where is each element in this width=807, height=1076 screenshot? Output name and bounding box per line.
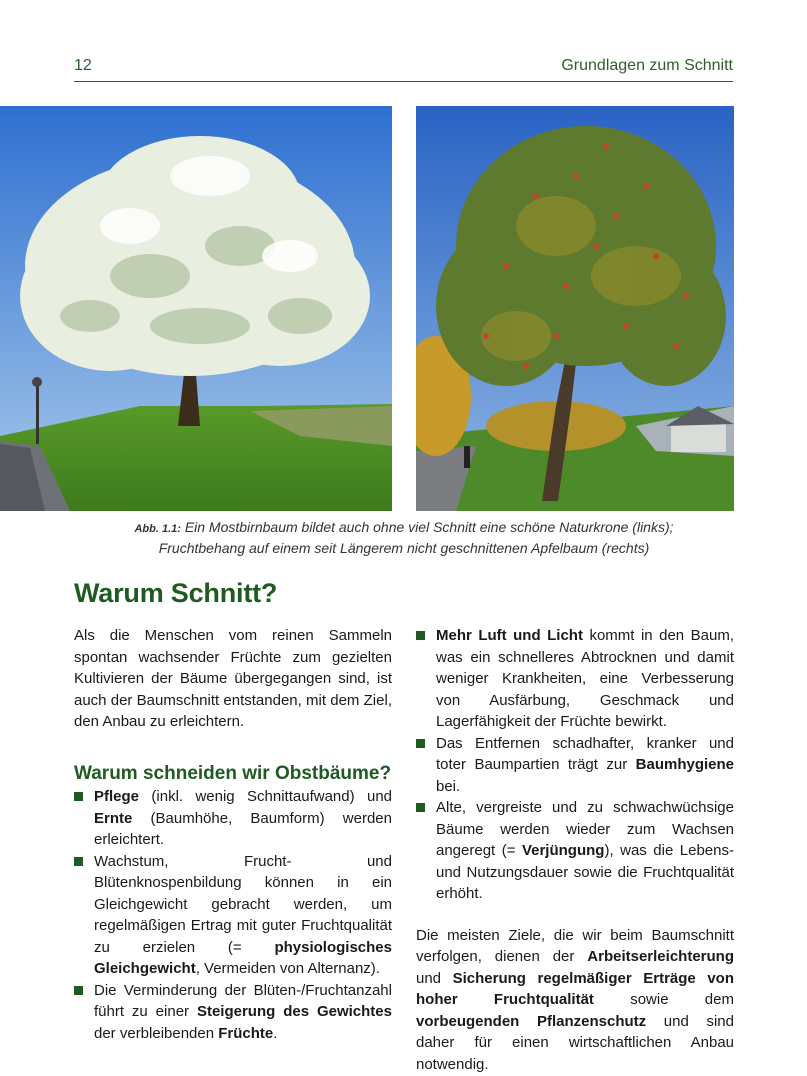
photo-apple-tree (416, 106, 734, 511)
list-item: Das Entfernen schadhafter, kranker und toter Baumpartien trägt zur Baumhygiene bei. (416, 733, 734, 798)
left-column (74, 625, 392, 1044)
list-item: Mehr Luft und Licht kommt in den Baum, was ein schnelleres Abtrocknen und damit weniger Krankheiten, eine Verbesserung von Ausfärbung, Geschmack und Lagerfähigkeit der Früchte bewirkt. (416, 625, 734, 733)
page-number: 12 (74, 57, 92, 74)
figure-caption (74, 518, 734, 558)
subheading: Warum schneiden wir Obstbäume? (74, 762, 392, 784)
caption-line-2: Fruchtbehang auf einem seit Längerem nicht geschnittenen Apfelbaum (rechts) (158, 540, 650, 556)
running-title: Grundlagen zum Schnitt (561, 57, 733, 74)
list-item: Pflege (inkl. wenig Schnittaufwand) und Ernte (Baumhöhe, Baumform) werden erleichtert. (74, 786, 392, 851)
bullet-list-right (416, 625, 734, 905)
intro-paragraph: Als die Menschen vom reinen Sammeln spontan wachsender Früchte zum gezielten Kultivieren der Bäume übergegangen sind, ist auch der Baumschnitt entstanden, mit dem Ziel, den Anbau zu erleichtern. (74, 627, 392, 730)
closing-paragraph: Die meisten Ziele, die wir beim Baumschnitt verfolgen, dienen der Arbeitserleichterung und Sicherung regelmäßiger Erträge von hoher Fruchtqualität sowie dem vorbeugenden Pflanzenschutz und sind daher für einen wirtschaftlichen Anbau notwendig. (416, 926, 734, 1073)
list-item: Alte, vergreiste und zu schwachwüchsige Bäume werden wieder zum Wachsen angeregt (= Verjüngung), was die Lebens- und Nutzungsdauer sowie die Fruchtqualität erhöht. (416, 797, 734, 905)
photo-pear-tree (0, 106, 392, 511)
page-header (74, 55, 733, 82)
list-item: Wachstum, Frucht- und Blütenknospenbildung können in ein Gleichgewicht gebracht werden, um regelmäßigen Ertrag mit guter Fruchtqualität zu erzielen (= physiologisches Gleichgewicht, Vermeiden von Alternanz). (74, 851, 392, 980)
list-item: Die Verminderung der Blüten-/Fruchtanzahl führt zu einer Steigerung des Gewichtes der verbleibenden Früchte. (74, 980, 392, 1045)
right-column (416, 625, 734, 1075)
figure-label: Abb. 1.1: (134, 523, 181, 535)
bullet-list-left (74, 786, 392, 1044)
section-title: Warum Schnitt? (74, 578, 278, 608)
caption-line-1: Ein Mostbirnbaum bildet auch ohne viel Schnitt eine schöne Naturkrone (links); (184, 519, 674, 535)
